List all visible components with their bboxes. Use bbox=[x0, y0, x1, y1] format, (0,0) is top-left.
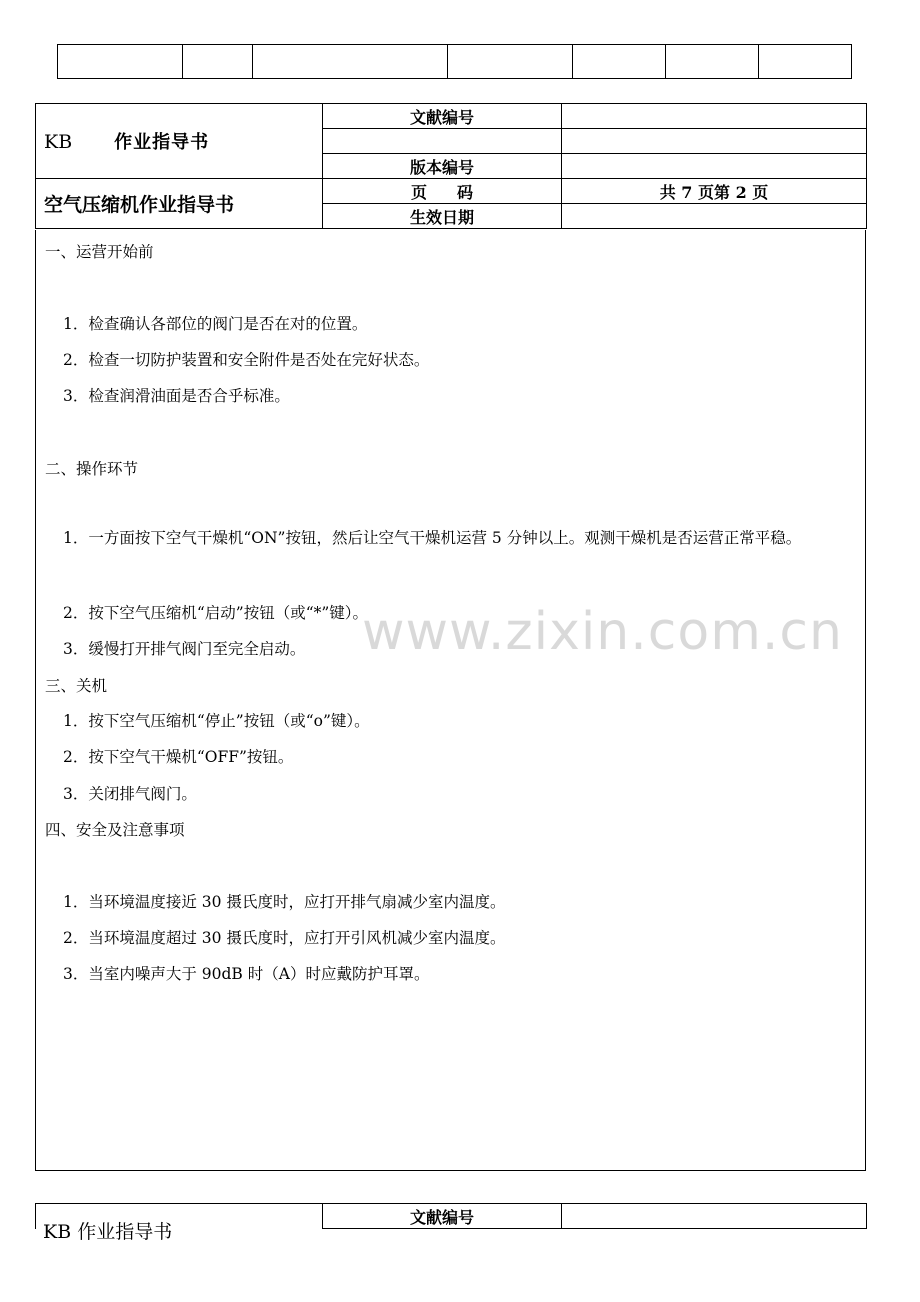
doc-no-value bbox=[562, 104, 867, 129]
watermark: www.zixin.com.cn bbox=[362, 602, 843, 662]
list-item: 3．检查润滑油面是否合乎标准。 bbox=[63, 387, 290, 405]
next-partial-title: KB 作业指导书 bbox=[43, 1221, 173, 1243]
list-item: 2．当环境温度超过 30 摄氏度时，应打开引风机减少室内温度。 bbox=[63, 929, 506, 947]
doc-title-cell bbox=[36, 179, 323, 229]
list-item: 3．关闭排气阀门。 bbox=[63, 785, 197, 803]
strip-cell bbox=[573, 45, 666, 79]
instruction-body bbox=[35, 230, 866, 1171]
page-value: 共 7 页第 2 页 bbox=[562, 179, 867, 204]
effective-date-value bbox=[562, 204, 867, 229]
guide-label: 作业指导书 bbox=[114, 132, 210, 153]
guide-title-cell bbox=[36, 104, 323, 179]
page-label-text: 页码 bbox=[410, 182, 503, 202]
section-title: 三、关机 bbox=[45, 677, 108, 695]
document-header bbox=[35, 103, 867, 229]
section-title: 四、安全及注意事项 bbox=[45, 821, 185, 839]
effective-date-label: 生效日期 bbox=[323, 204, 562, 229]
next-doc-no-value bbox=[562, 1204, 867, 1229]
strip-cell bbox=[448, 45, 573, 79]
page-label bbox=[323, 179, 562, 204]
strip-cell bbox=[58, 45, 183, 79]
strip-cell bbox=[253, 45, 448, 79]
blank-value-cell bbox=[562, 129, 867, 154]
version-no-label: 版本编号 bbox=[323, 154, 562, 179]
version-no-value bbox=[562, 154, 867, 179]
top-empty-strip bbox=[57, 44, 852, 79]
list-item: 1．检查确认各部位的阀门是否在对的位置。 bbox=[63, 315, 368, 333]
list-item: 1．一方面按下空气干燥机“ON”按钮，然后让空气干燥机运营 5 分钟以上。观测干燥机是否运营正常平稳。 bbox=[63, 529, 802, 547]
blank-label-cell bbox=[323, 129, 562, 154]
next-page-header bbox=[35, 1203, 866, 1243]
list-item: 3．缓慢打开排气阀门至完全启动。 bbox=[63, 640, 306, 658]
doc-no-label: 文献编号 bbox=[323, 104, 562, 129]
list-item: 1．当环境温度接近 30 摄氏度时，应打开排气扇减少室内温度。 bbox=[63, 893, 506, 911]
strip-cell bbox=[183, 45, 253, 79]
kb-label: KB bbox=[44, 131, 73, 153]
strip-cell bbox=[666, 45, 759, 79]
list-item: 2．按下空气压缩机“启动”按钮（或“*”键）。 bbox=[63, 604, 369, 622]
section-title: 一、运营开始前 bbox=[45, 243, 154, 261]
list-item: 2．检查一切防护装置和安全附件是否处在完好状态。 bbox=[63, 351, 430, 369]
section-title: 二、操作环节 bbox=[45, 460, 139, 478]
doc-title: 空气压缩机作业指导书 bbox=[44, 194, 235, 216]
next-doc-no-label: 文献编号 bbox=[323, 1204, 562, 1229]
list-item: 2．按下空气干燥机“OFF”按钮。 bbox=[63, 748, 294, 766]
list-item: 1．按下空气压缩机“停止”按钮（或“o”键）。 bbox=[63, 712, 370, 730]
strip-cell bbox=[759, 45, 852, 79]
list-item: 3．当室内噪声大于 90dB 时（A）时应戴防护耳罩。 bbox=[63, 965, 430, 983]
